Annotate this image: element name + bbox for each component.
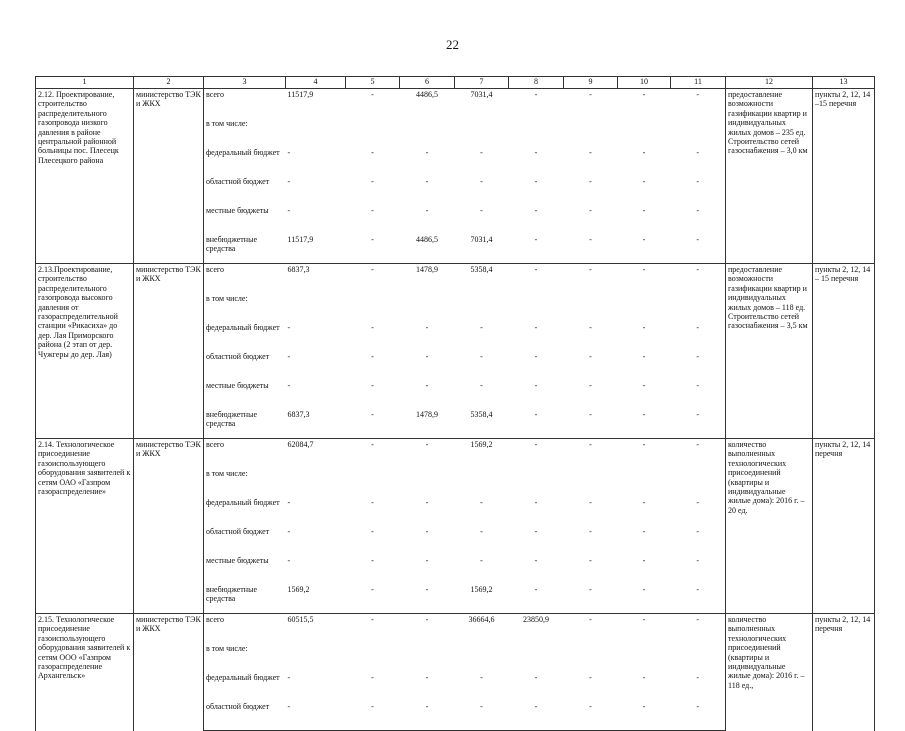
value-total: - bbox=[287, 673, 291, 682]
value-2018: - bbox=[564, 409, 618, 439]
value-2014: - bbox=[371, 352, 374, 361]
value-2020: - bbox=[671, 89, 726, 119]
value-2017: - bbox=[534, 381, 538, 390]
value-total: 6837,3 bbox=[286, 264, 346, 294]
value-2019: - bbox=[642, 673, 646, 682]
value-2014: - bbox=[346, 701, 400, 731]
value-total: - bbox=[287, 352, 291, 361]
value-2016: - bbox=[455, 701, 509, 731]
funding-source: всего bbox=[204, 439, 286, 469]
event-name: 2.15. Технологическое присоединение газоиспользующего оборудования заявителей к сетям ООО «Газпром газораспределение Архангельск» bbox=[36, 614, 134, 731]
value-2016: 7031,4 bbox=[455, 89, 509, 119]
value-2020: - bbox=[671, 614, 726, 644]
value-2015: - bbox=[400, 701, 455, 731]
expected-result: количество выполненных технологических присоединений (квартиры и индивидуальные жилые дома): 2016 г. – 118 ед., bbox=[726, 614, 813, 731]
value-2020: - bbox=[671, 205, 726, 234]
value-2014: - bbox=[371, 673, 374, 682]
column-number: 12 bbox=[726, 77, 813, 89]
value-2019 bbox=[618, 293, 671, 322]
event-name: 2.13.Проектирование, строительство распределительного газопровода высокого давления от газораспределительной станции «Рикасиха» до дер. Лая Приморского района (2 этап от дер. Чужгеры до дер. Лая) bbox=[36, 264, 134, 439]
value-total bbox=[286, 643, 346, 672]
value-2018 bbox=[564, 643, 618, 672]
plan-points: пункты 2, 12, 14 –15 перечня bbox=[813, 89, 875, 264]
funding-source: областной бюджет bbox=[204, 176, 286, 205]
value-total: - bbox=[287, 556, 291, 565]
value-2019: - bbox=[618, 234, 671, 264]
executor: министерство ТЭК и ЖКХ bbox=[134, 439, 204, 614]
value-2014: - bbox=[371, 527, 374, 536]
value-2015: - bbox=[425, 148, 429, 157]
value-2014: - bbox=[371, 323, 374, 332]
value-2017: - bbox=[509, 89, 564, 119]
funding-source: в том числе: bbox=[204, 643, 286, 672]
funding-source: всего bbox=[204, 264, 286, 294]
value-2019: - bbox=[618, 264, 671, 294]
value-2017: - bbox=[534, 206, 538, 215]
value-2015: - bbox=[425, 323, 429, 332]
value-2014: - bbox=[346, 234, 400, 264]
executor: министерство ТЭК и ЖКХ bbox=[134, 264, 204, 439]
value-total: 60515,5 bbox=[286, 614, 346, 644]
value-2018: - bbox=[589, 148, 592, 157]
value-2015 bbox=[400, 118, 455, 147]
column-number-row bbox=[36, 77, 875, 89]
value-2020: - bbox=[671, 380, 726, 409]
funding-source: внебюджетные средства bbox=[204, 584, 286, 614]
table-row bbox=[36, 264, 875, 294]
value-2016: - bbox=[480, 527, 483, 536]
value-2018: - bbox=[589, 527, 592, 536]
value-2019: - bbox=[618, 439, 671, 469]
value-2018: - bbox=[589, 323, 592, 332]
value-2015 bbox=[400, 643, 455, 672]
value-2016: - bbox=[480, 498, 483, 507]
value-2015 bbox=[400, 293, 455, 322]
value-2017: - bbox=[509, 409, 564, 439]
value-2016: - bbox=[480, 206, 483, 215]
value-total: 1569,2 bbox=[286, 584, 346, 614]
value-2019: - bbox=[642, 148, 646, 157]
value-2015: 4486,5 bbox=[400, 89, 455, 119]
executor: министерство ТЭК и ЖКХ bbox=[134, 614, 204, 731]
value-2015: - bbox=[425, 206, 429, 215]
event-name: 2.14. Технологическое присоединение газоиспользующего оборудования заявителей к сетям ОАО «Газпром газораспределение» bbox=[36, 439, 134, 614]
value-2020: - bbox=[671, 497, 726, 526]
value-2018: - bbox=[564, 89, 618, 119]
column-number: 10 bbox=[618, 77, 671, 89]
column-number: 6 bbox=[400, 77, 455, 89]
table-row bbox=[36, 614, 875, 644]
value-2018 bbox=[564, 293, 618, 322]
value-total: - bbox=[287, 148, 291, 157]
value-2019: - bbox=[642, 381, 646, 390]
value-2016: - bbox=[480, 673, 483, 682]
value-2019: - bbox=[618, 409, 671, 439]
value-2017: - bbox=[509, 234, 564, 264]
funding-source: федеральный бюджет bbox=[204, 497, 286, 526]
column-number: 7 bbox=[455, 77, 509, 89]
column-number: 1 bbox=[36, 77, 134, 89]
value-2014 bbox=[346, 643, 400, 672]
value-2020 bbox=[671, 468, 726, 497]
value-total: - bbox=[286, 701, 346, 731]
table-row bbox=[36, 89, 875, 119]
value-2020: - bbox=[671, 584, 726, 614]
value-2015: - bbox=[400, 584, 455, 614]
value-total: - bbox=[287, 206, 291, 215]
value-2019: - bbox=[642, 206, 646, 215]
value-2018: - bbox=[564, 439, 618, 469]
value-2020 bbox=[671, 643, 726, 672]
value-total: 11517,9 bbox=[286, 89, 346, 119]
value-2015: - bbox=[425, 527, 429, 536]
value-2018: - bbox=[589, 381, 592, 390]
value-2018 bbox=[564, 118, 618, 147]
program-table bbox=[35, 76, 875, 731]
table-row bbox=[36, 439, 875, 469]
value-2016: 36664,6 bbox=[455, 614, 509, 644]
value-2019: - bbox=[618, 89, 671, 119]
event-name: 2.12. Проектирование, строительство распределительного газопровода низкого давления в районе центральной районной больницы пос. Плесецк Плесецкого района bbox=[36, 89, 134, 264]
plan-points: пункты 2, 12, 14 перечня bbox=[813, 439, 875, 614]
plan-points: пункты 2, 12, 14 перечня bbox=[813, 614, 875, 731]
value-2015: - bbox=[425, 556, 429, 565]
value-total: - bbox=[287, 323, 291, 332]
value-2019: - bbox=[618, 701, 671, 731]
value-2017: - bbox=[509, 264, 564, 294]
value-2020 bbox=[671, 293, 726, 322]
value-2020: - bbox=[671, 322, 726, 351]
value-2018: - bbox=[589, 673, 592, 682]
value-2020: - bbox=[671, 672, 726, 701]
value-2016: 7031,4 bbox=[455, 234, 509, 264]
funding-source: местные бюджеты bbox=[204, 205, 286, 234]
value-2015: - bbox=[425, 352, 429, 361]
value-2019: - bbox=[642, 556, 646, 565]
value-2018 bbox=[564, 468, 618, 497]
value-2017: - bbox=[534, 352, 538, 361]
value-2019 bbox=[618, 468, 671, 497]
value-2016: - bbox=[480, 148, 483, 157]
funding-source: всего bbox=[204, 89, 286, 119]
value-2019: - bbox=[642, 323, 646, 332]
column-number: 11 bbox=[671, 77, 726, 89]
value-total bbox=[286, 118, 346, 147]
value-2014: - bbox=[346, 264, 400, 294]
funding-source: областной бюджет bbox=[204, 351, 286, 380]
value-2014: - bbox=[371, 498, 374, 507]
value-2016: 1569,2 bbox=[455, 439, 509, 469]
value-2019 bbox=[618, 643, 671, 672]
column-number: 5 bbox=[346, 77, 400, 89]
value-2018: - bbox=[589, 556, 592, 565]
value-2018: - bbox=[589, 177, 592, 186]
value-2016 bbox=[455, 293, 509, 322]
value-2018: - bbox=[589, 498, 592, 507]
expected-result: предоставление возможности газификации квартир и индивидуальных жилых домов – 118 ед. Строительство сетей газоснабжения – 3,5 км bbox=[726, 264, 813, 439]
value-2016 bbox=[455, 468, 509, 497]
value-2014: - bbox=[346, 439, 400, 469]
value-2015: 1478,9 bbox=[400, 409, 455, 439]
value-2014: - bbox=[346, 409, 400, 439]
value-2019: - bbox=[618, 584, 671, 614]
value-total bbox=[286, 468, 346, 497]
column-number: 13 bbox=[813, 77, 875, 89]
value-2017: - bbox=[534, 323, 538, 332]
value-2017: - bbox=[534, 148, 538, 157]
value-2016: - bbox=[480, 556, 483, 565]
value-2015: - bbox=[425, 673, 429, 682]
funding-source: областной бюджет bbox=[204, 701, 286, 731]
funding-source: в том числе: bbox=[204, 468, 286, 497]
value-2020: - bbox=[671, 176, 726, 205]
value-2019: - bbox=[642, 527, 646, 536]
value-2014 bbox=[346, 118, 400, 147]
value-2017: - bbox=[534, 527, 538, 536]
value-2019 bbox=[618, 118, 671, 147]
value-2016: 1569,2 bbox=[455, 584, 509, 614]
expected-result: количество выполненных технологических присоединений (квартиры и индивидуальные жилые дома): 2016 г. – 20 ед. bbox=[726, 439, 813, 614]
value-2020: - bbox=[671, 264, 726, 294]
value-2014 bbox=[346, 468, 400, 497]
funding-source: местные бюджеты bbox=[204, 555, 286, 584]
value-2014: - bbox=[371, 148, 374, 157]
value-2019: - bbox=[618, 614, 671, 644]
value-total: 11517,9 bbox=[286, 234, 346, 264]
value-total: 6837,3 bbox=[286, 409, 346, 439]
value-2017: - bbox=[509, 584, 564, 614]
value-2015: - bbox=[400, 439, 455, 469]
executor: министерство ТЭК и ЖКХ bbox=[134, 89, 204, 264]
value-total: - bbox=[287, 177, 291, 186]
value-2014: - bbox=[346, 614, 400, 644]
funding-source: внебюджетные средства bbox=[204, 234, 286, 264]
funding-source: в том числе: bbox=[204, 118, 286, 147]
value-2017 bbox=[509, 118, 564, 147]
funding-source: федеральный бюджет bbox=[204, 147, 286, 176]
value-2016: 5358,4 bbox=[455, 264, 509, 294]
value-2020: - bbox=[671, 351, 726, 380]
value-2015: - bbox=[425, 381, 429, 390]
value-2015: - bbox=[400, 614, 455, 644]
value-2018: - bbox=[589, 352, 592, 361]
value-total bbox=[286, 293, 346, 322]
value-2018: - bbox=[589, 206, 592, 215]
expected-result: предоставление возможности газификации квартир и индивидуальных жилых домов – 235 ед. Строительство сетей газоснабжения – 3,0 км bbox=[726, 89, 813, 264]
value-2017 bbox=[509, 293, 564, 322]
column-number: 9 bbox=[564, 77, 618, 89]
value-2016: - bbox=[480, 352, 483, 361]
value-total: - bbox=[287, 381, 291, 390]
value-2014: - bbox=[346, 89, 400, 119]
value-2020: - bbox=[671, 526, 726, 555]
value-total: - bbox=[287, 527, 291, 536]
value-2016: - bbox=[480, 177, 483, 186]
value-2016 bbox=[455, 643, 509, 672]
column-number: 2 bbox=[134, 77, 204, 89]
plan-points: пункты 2, 12, 14 – 15 перечня bbox=[813, 264, 875, 439]
funding-source: областной бюджет bbox=[204, 526, 286, 555]
value-2018: - bbox=[564, 264, 618, 294]
column-number: 8 bbox=[509, 77, 564, 89]
column-number: 4 bbox=[286, 77, 346, 89]
value-2016: - bbox=[480, 323, 483, 332]
value-2017: - bbox=[534, 498, 538, 507]
funding-source: всего bbox=[204, 614, 286, 644]
value-2017: - bbox=[534, 177, 538, 186]
funding-source: федеральный бюджет bbox=[204, 322, 286, 351]
value-2014 bbox=[346, 293, 400, 322]
value-2017: - bbox=[534, 556, 538, 565]
value-2014: - bbox=[371, 206, 374, 215]
funding-source: федеральный бюджет bbox=[204, 672, 286, 701]
value-total: 62084,7 bbox=[286, 439, 346, 469]
value-2017: 23850,9 bbox=[509, 614, 564, 644]
value-2020: - bbox=[671, 147, 726, 176]
value-2019: - bbox=[642, 177, 646, 186]
value-2018: - bbox=[564, 614, 618, 644]
value-2020: - bbox=[671, 555, 726, 584]
value-2018: - bbox=[564, 234, 618, 264]
value-2015: 4486,5 bbox=[400, 234, 455, 264]
value-2014: - bbox=[371, 177, 374, 186]
value-2017: - bbox=[534, 673, 538, 682]
value-2018: - bbox=[564, 701, 618, 731]
value-2015: 1478,9 bbox=[400, 264, 455, 294]
value-2015 bbox=[400, 468, 455, 497]
value-2016: 5358,4 bbox=[455, 409, 509, 439]
value-2020 bbox=[671, 118, 726, 147]
value-2017: - bbox=[509, 439, 564, 469]
value-2017 bbox=[509, 643, 564, 672]
value-2015: - bbox=[425, 498, 429, 507]
value-2017: - bbox=[509, 701, 564, 731]
value-2020: - bbox=[671, 439, 726, 469]
column-number: 3 bbox=[204, 77, 286, 89]
funding-source: внебюджетные средства bbox=[204, 409, 286, 439]
page-number: 22 bbox=[446, 37, 459, 52]
value-2020: - bbox=[671, 409, 726, 439]
value-2020: - bbox=[671, 234, 726, 264]
value-2019: - bbox=[642, 498, 646, 507]
value-2016 bbox=[455, 118, 509, 147]
value-2014: - bbox=[371, 556, 374, 565]
value-2019: - bbox=[642, 352, 646, 361]
funding-source: местные бюджеты bbox=[204, 380, 286, 409]
value-2015: - bbox=[425, 177, 429, 186]
value-2014: - bbox=[371, 381, 374, 390]
value-2014: - bbox=[346, 584, 400, 614]
funding-source: в том числе: bbox=[204, 293, 286, 322]
value-total: - bbox=[287, 498, 291, 507]
value-2020: - bbox=[671, 701, 726, 731]
value-2018: - bbox=[564, 584, 618, 614]
value-2017 bbox=[509, 468, 564, 497]
value-2016: - bbox=[480, 381, 483, 390]
